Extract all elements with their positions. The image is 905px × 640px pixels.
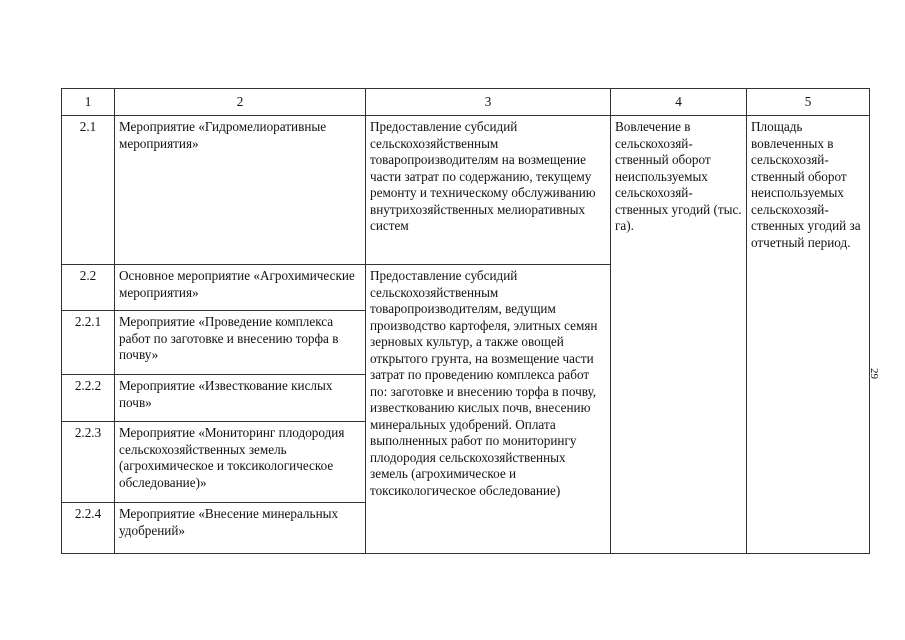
measure-name: Основное мероприятие «Агрохимические мероприятия» xyxy=(115,265,366,311)
support-description: Предоставление субсидий сельскохозяйственным товаропроизводителям на возмещение части затрат по содержанию, текущему ремонту и техническому обслуживанию внутрихозяйственных мелиоративных систем xyxy=(366,116,611,265)
row-number: 2.2.2 xyxy=(62,375,115,422)
row-number: 2.1 xyxy=(62,116,115,265)
page-number: 29 xyxy=(868,368,880,379)
indicator-definition: Площадь вовлеченных в сельскохозяй-ственный оборот неиспользуемых сельскохозяй-ственных угодий за отчетный период. xyxy=(747,116,870,554)
program-table xyxy=(61,88,870,554)
header-cell-2: 2 xyxy=(115,89,366,116)
header-cell-4: 4 xyxy=(611,89,747,116)
header-row xyxy=(62,89,870,116)
support-description: Предоставление субсидий сельскохозяйственным товаропроизводителям, ведущим производство картофеля, элитных семян зерновых культур, а также овощей открытого грунта, на возмещение части затрат по проведению комплекса работ по: заготовке и внесению торфа в почву, известкованию кислых почв, внесению минеральных удобрений. Оплата выполненных работ по мониторингу плодородия сельскохозяйственных земель (агрохимическое и токсикологическое обследование) xyxy=(366,265,611,554)
row-number: 2.2.3 xyxy=(62,422,115,503)
measure-name: Мероприятие «Известкование кислых почв» xyxy=(115,375,366,422)
header-cell-1: 1 xyxy=(62,89,115,116)
row-number: 2.2.1 xyxy=(62,311,115,375)
header-cell-3: 3 xyxy=(366,89,611,116)
row-number: 2.2.4 xyxy=(62,503,115,554)
row-number: 2.2 xyxy=(62,265,115,311)
table-row xyxy=(62,116,870,265)
measure-name: Мероприятие «Внесение минеральных удобрений» xyxy=(115,503,366,554)
measure-name: Мероприятие «Гидромелиоративные мероприятия» xyxy=(115,116,366,265)
measure-name: Мероприятие «Проведение комплекса работ по заготовке и внесению торфа в почву» xyxy=(115,311,366,375)
measure-name: Мероприятие «Мониторинг плодородия сельскохозяйственных земель (агрохимическое и токсикологическое обследование)» xyxy=(115,422,366,503)
indicator-description: Вовлечение в сельскохозяй-ственный оборот неиспользуемых сельскохозяй-ственных угодий (тыс. га). xyxy=(611,116,747,554)
header-cell-5: 5 xyxy=(747,89,870,116)
